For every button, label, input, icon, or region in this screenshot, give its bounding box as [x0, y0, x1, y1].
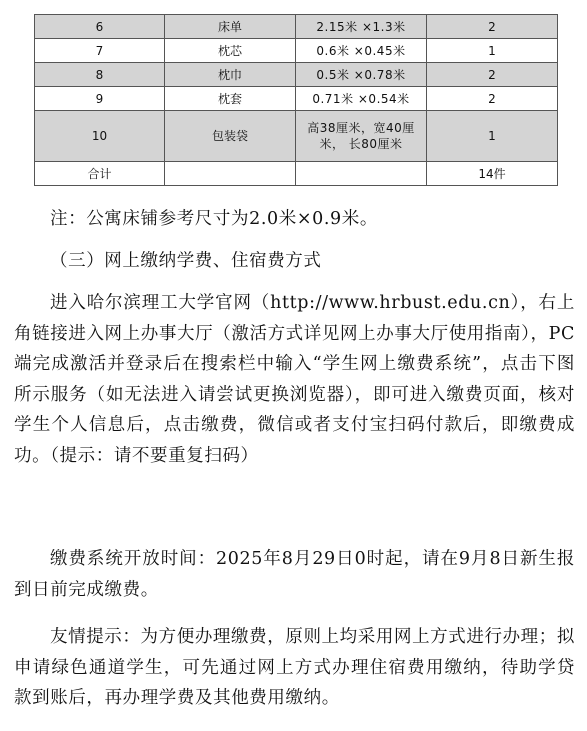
cell-no: 7: [35, 39, 165, 63]
payment-open-time-paragraph: 缴费系统开放时间：2025年8月29日0时起，请在9月8日新生报到日前完成缴费。: [14, 549, 575, 600]
cell-item-name: 枕套: [165, 87, 296, 111]
cell-item-name: 床单: [165, 15, 296, 39]
cell-total-qty: 14件: [427, 162, 558, 186]
cell-item-name: 包装袋: [165, 111, 296, 162]
size-note: 注：公寓床铺参考尺寸为2.0米×0.9米。: [50, 209, 378, 229]
cell-item-name: 枕芯: [165, 39, 296, 63]
cell-total-label: 合计: [35, 162, 165, 186]
cell-qty: 1: [427, 39, 558, 63]
cell-qty: 1: [427, 111, 558, 162]
table-total-row: [35, 162, 558, 186]
friendly-tip-paragraph: 友情提示：为方便办理缴费，原则上均采用网上方式进行办理；拟申请绿色通道学生，可先通过网上方式办理住宿费用缴纳，待助学贷款到账后，再办理学费及其他费用缴纳。: [14, 627, 575, 708]
table-row: [35, 111, 558, 162]
table-row: [35, 15, 558, 39]
cell-qty: 2: [427, 63, 558, 87]
cell-spec: 0.6米 ×0.45米: [296, 39, 427, 63]
payment-instructions-paragraph: 进入哈尔滨理工大学官网（http://www.hrbust.edu.cn），右上角链接进入网上办事大厅（激活方式详见网上办事大厅使用指南），PC端完成激活并登录后在搜索栏中输入“学生网上缴费系统”，点击下图所示服务（如无法进入请尝试更换浏览器），即可进入缴费页面，核对学生个人信息后，点击缴费，微信或者支付宝扫码付款后，即缴费成功。（提示：请不要重复扫码）: [14, 293, 575, 466]
cell-no: 6: [35, 15, 165, 39]
section-heading: （三）网上缴纳学费、住宿费方式: [50, 251, 322, 271]
cell-qty: 2: [427, 15, 558, 39]
table-row: [35, 87, 558, 111]
cell-no: 9: [35, 87, 165, 111]
table-row: [35, 63, 558, 87]
bedding-items-table: [34, 14, 558, 186]
cell-spec: 2.15米 ×1.3米: [296, 15, 427, 39]
cell-no: 8: [35, 63, 165, 87]
cell-spec: 0.5米 ×0.78米: [296, 63, 427, 87]
table-row: [35, 39, 558, 63]
cell-spec: [296, 162, 427, 186]
cell-no: 10: [35, 111, 165, 162]
cell-qty: 2: [427, 87, 558, 111]
cell-spec: 0.71米 ×0.54米: [296, 87, 427, 111]
cell-spec: 高38厘米，宽40厘米， 长80厘米: [296, 111, 427, 162]
cell-item-name: 枕巾: [165, 63, 296, 87]
cell-item-name: [165, 162, 296, 186]
